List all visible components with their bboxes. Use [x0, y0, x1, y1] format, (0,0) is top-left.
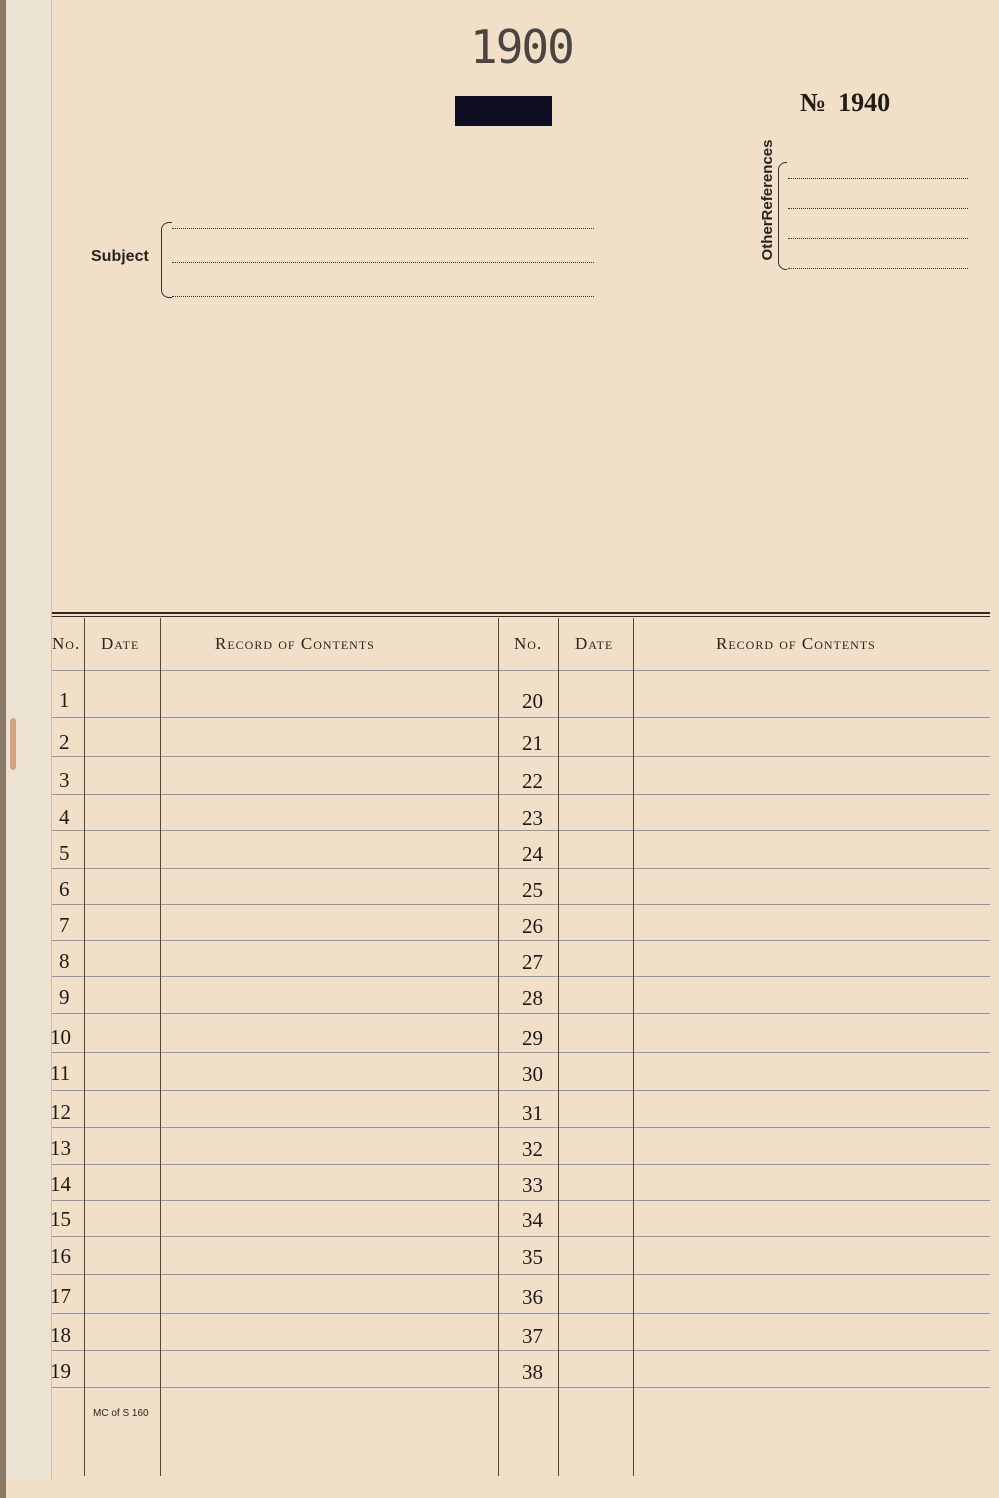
row-number-right: 32 [522, 1137, 543, 1161]
column-divider [558, 618, 559, 1476]
row-number-right: 24 [522, 842, 543, 866]
reference-line[interactable] [788, 178, 968, 179]
row-rule [52, 940, 990, 941]
col-header-date-left: Date [101, 634, 140, 653]
row-number-left: 16 [50, 1244, 71, 1268]
col-header-record-right: Record of Contents [716, 634, 876, 653]
row-number-left: 17 [50, 1284, 71, 1308]
row-number-left: 1 [59, 688, 70, 712]
column-divider [498, 618, 499, 1476]
row-rule [52, 1350, 990, 1351]
row-number-right: 35 [522, 1245, 543, 1269]
col-header-no-right: No. [514, 634, 543, 653]
col-header-date-right: Date [575, 634, 614, 653]
row-rule [52, 1387, 990, 1388]
subject-line[interactable] [172, 296, 594, 297]
row-rule [52, 830, 990, 831]
other-references-label-line2: References [758, 139, 776, 221]
redaction-block [455, 96, 552, 126]
row-rule [52, 1052, 990, 1053]
file-number-value: 1940 [838, 88, 891, 117]
row-rule [52, 1274, 990, 1275]
row-rule [52, 1313, 990, 1314]
cloth-spine [6, 0, 52, 1480]
reference-line[interactable] [788, 268, 968, 269]
row-number-left: 12 [50, 1100, 71, 1124]
subject-brace [161, 222, 172, 298]
row-number-left: 3 [59, 768, 70, 792]
row-number-left: 4 [59, 805, 70, 829]
row-rule [52, 670, 990, 671]
row-number-right: 31 [522, 1101, 543, 1125]
reference-line[interactable] [788, 208, 968, 209]
row-number-right: 25 [522, 878, 543, 902]
row-rule [52, 1090, 990, 1091]
row-rule [52, 976, 990, 977]
row-number-right: 22 [522, 769, 543, 793]
other-references-label-line1: Other [758, 220, 776, 261]
table-top-rule-thin [52, 616, 990, 617]
row-number-left: 18 [50, 1323, 71, 1347]
row-number-right: 33 [522, 1173, 543, 1197]
row-rule [52, 794, 990, 795]
table-top-rule [52, 612, 990, 614]
row-number-right: 20 [522, 689, 543, 713]
form-code: MC of S 160 [93, 1408, 149, 1419]
row-rule [52, 1164, 990, 1165]
col-header-record-left: Record of Contents [215, 634, 375, 653]
row-number-right: 37 [522, 1324, 543, 1348]
row-number-right: 28 [522, 986, 543, 1010]
row-number-right: 34 [522, 1208, 543, 1232]
subject-label: Subject [91, 248, 149, 265]
row-rule [52, 717, 990, 718]
row-number-right: 23 [522, 806, 543, 830]
row-number-left: 11 [50, 1061, 71, 1085]
row-rule [52, 1127, 990, 1128]
row-number-left: 15 [50, 1207, 71, 1231]
row-number-left: 19 [50, 1359, 71, 1383]
row-number-left: 7 [59, 913, 70, 937]
row-number-left: 13 [50, 1136, 71, 1160]
row-number-right: 38 [522, 1360, 543, 1384]
references-brace [778, 162, 787, 270]
row-number-left: 10 [50, 1025, 71, 1049]
row-rule [52, 1013, 990, 1014]
row-number-right: 27 [522, 950, 543, 974]
row-number-left: 8 [59, 949, 70, 973]
reference-line[interactable] [788, 238, 968, 239]
column-divider [84, 618, 85, 1476]
row-number-left: 9 [59, 985, 70, 1009]
column-divider [160, 618, 161, 1476]
row-rule [52, 1236, 990, 1237]
col-header-no-left: No. [52, 634, 81, 653]
row-rule [52, 1200, 990, 1201]
number-sign: № [800, 88, 827, 117]
row-rule [52, 904, 990, 905]
subject-line[interactable] [172, 262, 594, 263]
row-number-left: 2 [59, 730, 70, 754]
row-number-right: 21 [522, 731, 543, 755]
row-number-right: 26 [522, 914, 543, 938]
file-number [800, 88, 890, 118]
row-number-right: 36 [522, 1285, 543, 1309]
row-number-left: 14 [50, 1172, 71, 1196]
row-number-right: 30 [522, 1062, 543, 1086]
row-number-right: 29 [522, 1026, 543, 1050]
row-number-left: 5 [59, 841, 70, 865]
year-stamp: 1900 [470, 20, 573, 74]
row-rule [52, 756, 990, 757]
subject-line[interactable] [172, 228, 594, 229]
other-references-label [735, 139, 799, 261]
rust-stain [10, 718, 16, 770]
row-rule [52, 868, 990, 869]
row-number-left: 6 [59, 877, 70, 901]
column-divider [633, 618, 634, 1476]
